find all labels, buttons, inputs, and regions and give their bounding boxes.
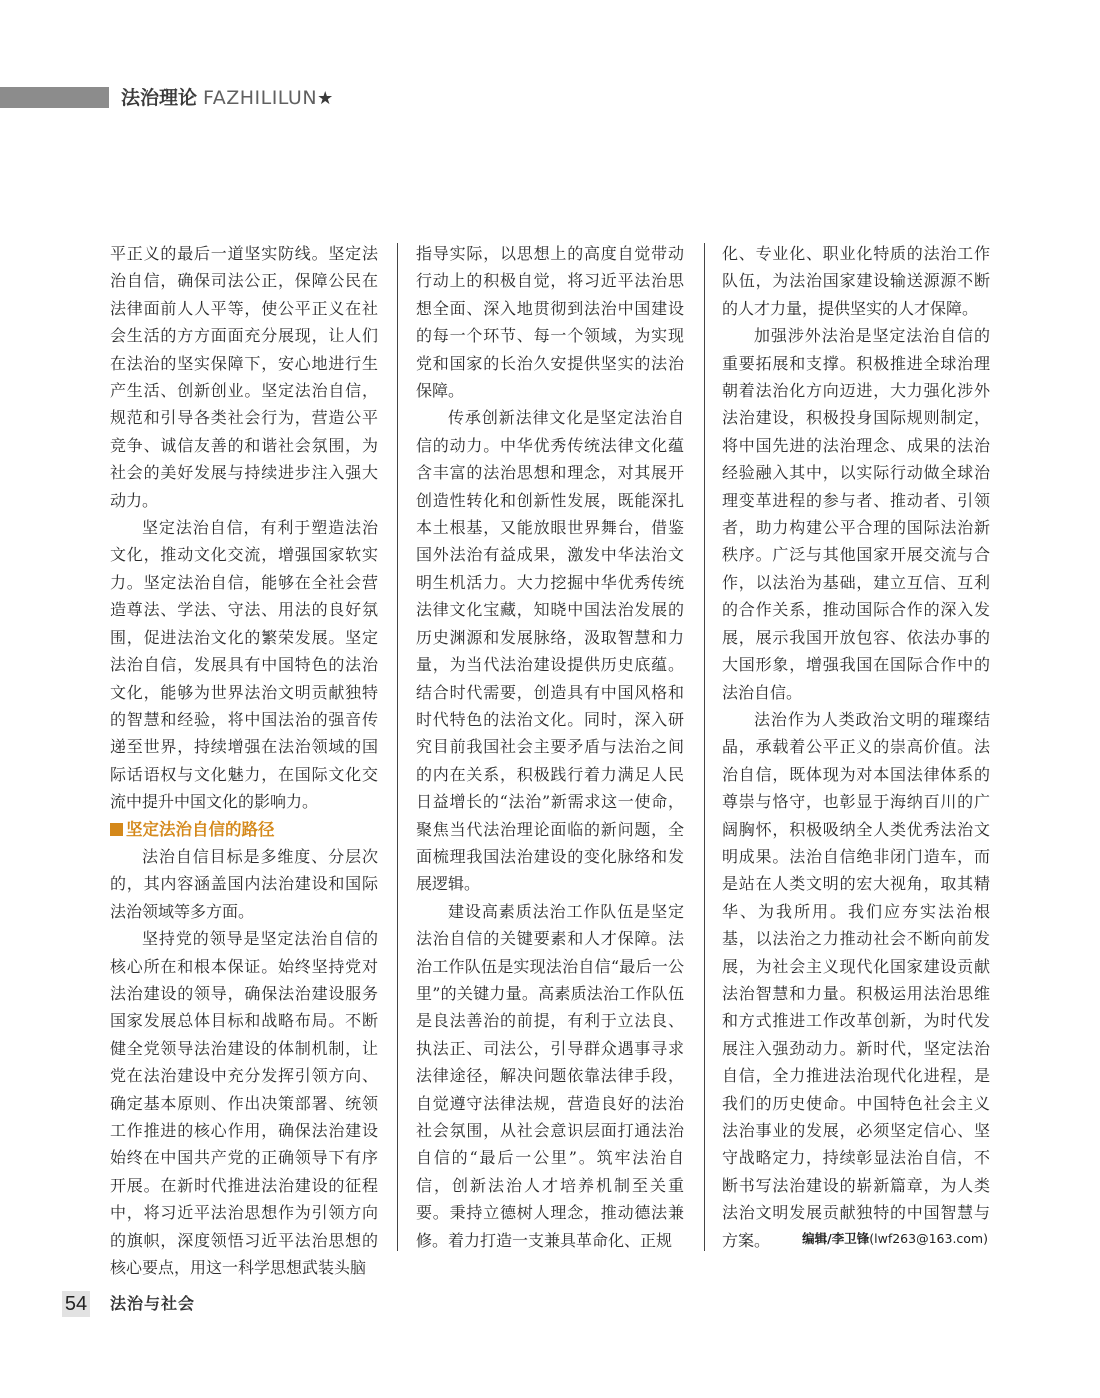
text-column-1 (110, 240, 378, 1281)
column-divider-1 (397, 243, 398, 1251)
editor-email: (lwf263@163.com) (869, 1231, 988, 1246)
body-paragraph: 建设高素质法治工作队伍是坚定法治自信的关键要素和人才保障。法治工作队伍是实现法治自信“最后一公里”的关键力量。高素质法治工作队伍是良法善治的前提，有利于立法良、执法正、司法公，引导群众遇事寻求法律途径，解决问题依靠法律手段，自觉遵守法律法规，营造良好的法治社会氛围，从社会意识层面打通法治自信的“最后一公里”。筑牢法治自信，创新法治人才培养机制至关重要。秉持立德树人理念，推动德法兼修。着力打造一支兼具革命化、正规 (416, 901, 684, 1250)
body-paragraph: 法治自信目标是多维度、分层次的，其内容涵盖国内法治建设和国际法治领域等多方面。 (110, 846, 378, 921)
text-column-2 (416, 240, 684, 1254)
section-heading-text: 坚定法治自信的路径 (126, 819, 275, 839)
section-heading (110, 816, 378, 843)
section-title-en: FAZHILILUN (203, 87, 318, 109)
column-divider-2 (704, 243, 705, 1251)
page-number: 54 (62, 1291, 90, 1317)
text-column-3 (722, 240, 990, 1254)
body-paragraph: 化、专业化、职业化特质的法治工作队伍，为法治国家建设输送源源不断的人才力量，提供坚实的人才保障。 (722, 244, 990, 318)
section-header (121, 84, 333, 112)
magazine-name: 法治与社会 (110, 1294, 196, 1313)
body-paragraph: 坚持党的领导是坚定法治自信的核心所在和根本保证。始终坚持党对法治建设的领导，确保法治建设服务国家发展总体目标和战略布局。不断健全党领导法治建设的体制机制，让党在法治建设中充分发挥引领方向、确定基本原则、作出决策部署、统领工作推进的核心作用，确保法治建设始终在中国共产党的正确领导下有序开展。在新时代推进法治建设的征程中，将习近平法治思想作为引领方向的旗帜，深度领悟习近平法治思想的核心要点，用这一科学思想武装头脑 (110, 929, 378, 1278)
body-paragraph: 法治作为人类政治文明的璀璨结晶，承载着公平正义的崇高价值。法治自信，既体现为对本国法律体系的尊崇与恪守，也彰显于海纳百川的广阔胸怀，积极吸纳全人类优秀法治文明成果。法治自信绝非闭门造车，而是站在人类文明的宏大视角，取其精华、为我所用。我们应夯实法治根基，以法治之力推动社会不断向前发展，为社会主义现代化国家建设贡献法治智慧和力量。积极运用法治思维和方式推进工作改革创新，为时代发展注入强劲动力。新时代，坚定法治自信，全力推进法治现代化进程，是我们的历史使命。中国特色社会主义法治事业的发展，必须坚定信心、坚守战略定力，持续彰显法治自信，不断书写法治建设的崭新篇章，为人类法治文明发展贡献独特的中国智慧与方案。 (722, 709, 990, 1250)
body-paragraph: 传承创新法律文化是坚定法治自信的动力。中华优秀传统法律文化蕴含丰富的法治思想和理念，对其展开创造性转化和创新性发展，既能深扎本土根基，又能放眼世界舞台，借鉴国外法治有益成果，激发中华法治文明生机活力。大力挖掘中华优秀传统法律文化宝藏，知晓中国法治发展的历史渊源和发展脉络，汲取智慧和力量，为当代法治建设提供历史底蕴。结合时代需要，创造具有中国风格和时代特色的法治文化。同时，深入研究目前我国社会主要矛盾与法治之间的内在关系，积极践行着力满足人民日益增长的“法治”新需求这一使命，聚焦当代法治理论面临的新问题，全面梳理我国法治建设的变化脉络和发展逻辑。 (416, 408, 684, 894)
body-paragraph: 指导实际，以思想上的高度自觉带动行动上的积极自觉，将习近平法治思想全面、深入地贯彻到法治中国建设的每一个环节、每一个领域，为实现党和国家的长治久安提供坚实的法治保障。 (416, 244, 684, 401)
body-paragraph: 加强涉外法治是坚定法治自信的重要拓展和支撑。积极推进全球治理朝着法治化方向迈进，大力强化涉外法治建设，积极投身国际规则制定，将中国先进的法治理念、成果的法治经验融入其中，以实际行动做全球治理变革进程的参与者、推动者、引领者，助力构建公平合理的国际法治新秩序。广泛与其他国家开展交流与合作，以法治为基础，建立互信、互利的合作关系，推动国际合作的深入发展，展示我国开放包容、依法办事的大国形象，增强我国在国际合作中的法治自信。 (722, 326, 990, 702)
body-paragraph: 平正义的最后一道坚实防线。坚定法治自信，确保司法公正，保障公民在法律面前人人平等，使公平正义在社会生活的方方面面充分展现，让人们在法治的坚实保障下，安心地进行生产生活、创新创业。坚定法治自信，规范和引导各类社会行为，营造公平竞争、诚信友善的和谐社会氛围，为社会的美好发展与持续进步注入强大动力。 (110, 244, 378, 510)
section-title-cn: 法治理论 (121, 87, 198, 109)
header-gray-bar (0, 87, 109, 108)
editor-name: 编辑/李卫锋 (802, 1231, 870, 1246)
body-paragraph: 坚定法治自信，有利于塑造法治文化，推动文化交流，增强国家软实力。坚定法治自信，能够在全社会营造尊法、学法、守法、用法的良好氛围，促进法治文化的繁荣发展。坚定法治自信，发展具有中国特色的法治文化，能够为世界法治文明贡献独特的智慧和经验，将中国法治的强音传递至世界，持续增强在法治领域的国际话语权与文化魅力，在国际文化交流中提升中国文化的影响力。 (110, 518, 378, 812)
square-bullet-icon (110, 823, 123, 836)
star-icon: ★ (317, 88, 334, 109)
editor-credit (802, 1229, 988, 1247)
